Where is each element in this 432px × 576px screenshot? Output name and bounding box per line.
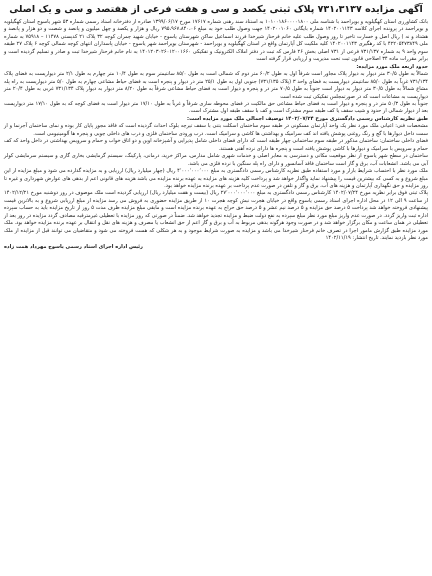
notice-paragraph-boundaries-heading: حدود اربعه ملک مورد مزایده:	[356, 63, 428, 70]
notice-signature: رئیس اداره اجرای اسناد رسمی یاسوج مهرداد همت زاده	[4, 243, 143, 250]
notice-body	[4, 19, 428, 243]
notice-paragraph-technical-specs: مشخصات فنی: اعیانی ملک مورد نظر یک واحد آپارتمان مسکونی در طبقه سوم ساختمان اسکلت بتنی با سقف تیرچه بلوک احداث گردیده است که فاقد مجوز پایان کار بوده و نمای ساختمان آجرنما و از سمت داخل دیوارها با گچ و رنگ روغنی پوشش یافته اند کف سرامیک و بهداشتی ها کاشی و سرامیک است. درب ورودی ساختمان فلزی و درب های داخلی چوبی و پنجره ها آلومینیومی است.	[4, 123, 428, 137]
notice-paragraph-valuation: ملک مورد نظر با احتساب شرایط بازار و مورد استفاده طبق نظریه کارشناس رسمی دادگستری به مبلغ ۴٬۰۰۰٬۰۰۰٬۰۰۰ ریال (چهار میلیارد ریال) ارزیابی و به مزایده گذارده می شود و مبلغ مزایده از این مبلغ شروع و به کسی که بیشترین قیمت را پیشنهاد نماید واگذار خواهد شد و پرداخت کلیه هزینه های مزایده به عهده برنده مزایده می باشد هزینه های قانونی اعم از بدهی های عوارض شهرداری و غیره تا روز مزایده و حق نگهداری آپارتمان و هزینه های آب، برق و گاز و تلفن در صورت عدم پرداخت بر عهده برنده مزایده خواهد بود.	[4, 168, 428, 189]
notice-paragraph-expert-opinion: طبق نظریه کارشناس رسمی دادگستری مورخ ۱۴۰۲/۰۷/۲۴ توصیف اجمالی ملک مورد مزایده است:	[187, 115, 428, 122]
notice-paragraph-boundaries: شمالاً به طول ۳۰/۵ متر دیوار به دیوار پلاک مجاور است شرقاً اول به طول ۶۰/۲ متر دوم که شمالی است به طول ۸۵/۰ سانتیمتر سوم به طول ۱۰/۴ متر چهارم به طول ۲/۱ متر دیواریست به فضای پلاک ۷۳۱/۱۳۴ غرباً به طول ۸۵/۰ سانتیمتر دیواریست به فضای واحد ۳ (پلاک ۷۳۱/۱۳۵) جنوبی اول به طول ۲۵/۱ متر در دیوار و پنجره است به فضای حیاط مشاعی چهارم به طول ۵/۰ متر دیواریست به راه پله مشاع شمالاً به طول ۳۰/۵ متر دیوار به دیوار است جنوباً به طول ۷۰/۵ متر در و پنجره و دیوار است به فضای حیاط مشاعی شرقاً به طول ۸/۲۰ متر دیوار به دیوار پلاک ۷۳۱/۱۳۴ غربی به طول ۲۰/۴ متر دیواریست به مشاعات است که در صورتمجلس تفکیکی ثبت شده است	[4, 71, 429, 100]
notice-paragraph-intro: بانک کشاورزی استان کهگیلویه و بویراحمد با شناسه ملی ۱۰۱۰۰۱۸۶۰۰۰۰۱۸۰۰ به استناد سند رهنی شماره ۱۷۶۱۷ مورخ ۱۳۹۹/۰۶/۱۷ صادره از دفترخانه اسناد رسمی شماره ۵۳ شهر یاسوج استان کهگیلویه و بویراحمد در پرونده اجرای کلاسه ۱۴۰۲۰۰۱۱۴۳ شماره بایگانی ۱۴۰۲۰۰۱۰۶۰ جهت وصول طلب خود به مبلغ ۷۹۵،۹۶۷،۸۴۰،۰۶ ریال و هزار و یکصد و چهل میلیون و پانصد و شصت و دو هزار و پانصد و هشتاد و نه ) ریال اصل و خسارت تاخیر تا روز وصول طلب علیه خانم فرحناز شیرخدا فرزند اسماعیل ساکن شهرستان یاسوج - خیابان شهید چمران کوچه ۳۲ پلاک ۲۱ کدپستی ۱۱۴۷۸ – ۷۵۹۱۸ به شماره ملی ۴۲۲۰۵۴۷۳۸۴۹ با کد رهگیری ۱۴۰۲۰۰۱۱۴۳ کلیه ملکیت کل آپارتمان واقع در استان کهگیلویه و بویراحمد - شهرستان بویراحمد شهر یاسوج - خیابان پاسداران انتهای کوچه شمالی کوچه ۶ پلاک ۲۷ طبقه سوم واحد ۹ به شماره ۷۳۱/۱۳۷ فرعی از ۷۳۱ اصلی بخش ۲۶ فارس که ثبت در دفتر املاک الکترونیک و تفکیکی ۱۴۰۱۲۰۳۰۲۶۰۱۲۰۰۱۶۶۰ به نام خانم فرحناز شیرخدا ثبت و صادر و تسلیم گردیده است و برابر مقررات ماده ۳۴ اصلاحی قانون ثبت تحت مدیریت و ارزیابی قرار گرفته است	[4, 19, 429, 63]
notice-paragraph-auction-terms: پلاک ثبتی فوق برابر نظریه مورخ ۱۴۰۲/۰۷/۲۴ کارشناس رسمی دادگستری به مبلغ ۲۷٬۰۰۰٬۰۰۰٬۰۰۰ ریال (بیست و هفت میلیارد ریال) ارزیابی گردیده است ملک موصوف در روز دوشنبه مورخ ۱۴۰۲/۱۲/۲۱ از ساعت ۹ الی ۱۲ در محل اداره اجرای اسناد رسمی یاسوج واقع در خیابان هجرت نبش کوچه هجرت ۱۰ از طریق مزایده حضوری به فروش می رسد مزایده از مبلغ ارزیابی شروع و به بالاترین قیمت پیشنهادی فروخته خواهد شد پرداخت ۵ درصد حق مزایده و ۵ درصد نیم عشر و ۵ درصد حق حراج به عهده برنده مزایده است و مابقی مبلغ مزایده ظرف مدت ۵ روز از تاریخ مزایده باید به حساب سپرده اداره ثبت واریز گردد. در صورت عدم واریز مبلغ مورد نظر مبلغ سپرده به نفع دولت ضبط و مزایده تجدید خواهد شد. ضمناً در صورتی که روز مزایده با تعطیلی غیرمترقبه مصادف گردد مزایده در روز بعد از تعطیلی در همان ساعت و مکان برگزار خواهد شد و در صورت وجود هرگونه بدهی مربوط به آب و برق و گاز اعم از حق انشعاب یا مصرف و هزینه های نقل و انتقال بر عهده برنده مزایده خواهد بود. ملک مورد مزایده طبق گزارش مامور اجرا در تصرف خانم فرحناز شیرخدا می باشد و مزایده به صورت شرایط موجود و به هر شکلی که هست فروخته می شود و متقاضیان می توانند قبل از مزایده از ملک مورد نظر بازدید نمایند. تاریخ انتشار: ۱۴۰۲/۱۱/۱۹	[4, 190, 429, 242]
notice-paragraph-location: ساختمان در سطح شهر یاسوج از نظر موقعیت مکانی و دسترسی به معابر اصلی و خدمات شهری شامل مدارس، مراکز خرید، درمانی، پارکینگ، سیستم گرمایشی بخاری گازی و سیستم سرمایشی کولر آبی می باشد. انشعابات آب، برق و گاز است ساختمان فاقد آسانسور و دارای راه پله سنگین با نرده فلزی می باشد.	[4, 153, 428, 167]
notice-title: آگهی مزایده ۷۳۱،۳۱۳۷ پلاک ثبتی یکصد و سی و هفت فرعی از هفتصد و سی و یک اصلی	[9, 4, 423, 15]
notice-paragraph-boundaries-south: جنوباً به طول ۵۰/۳ متر در و پنجره و دیوار است به فضای حیاط مشاعی حق مالکیت در فضای محوطه سازی شرقاً و غرباً به طول ۱۷/۱۰ متر دیوار است به فضای کوچه که به طول ۱۷/۱۰ متر دیواریست بعد از دیوار شمالی از حدود و شیب سقف یا کف طبقه سوم مشترک است و کف با سقف طبقه اول مشترک است.	[4, 100, 428, 115]
notice-paragraph-interior: فضای داخلی ساختمان: ساختمان مذکور در طبقه سوم ساختمانی چهار طبقه است که دارای فضای داخلی شامل پذیرایی و آشپزخانه اوپن و دو اتاق خواب و حمام و سرویس بهداشتی در داخل واحد که کف حمام و سرویس با سرامیک و دیوارها با کاشی پوشش یافته است و پنجره ها دارای نرده آهنی هستند.	[4, 138, 428, 152]
